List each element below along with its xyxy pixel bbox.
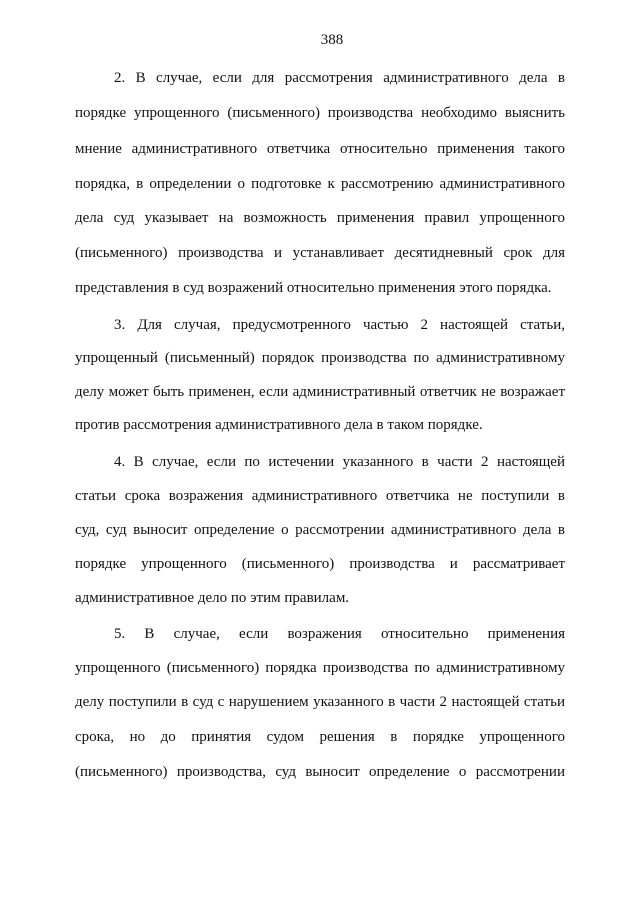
paragraph-line: административное дело по этим правилам. (75, 590, 350, 606)
paragraph-line: (письменного) производства и устанавливает десятидневный срок для (75, 245, 565, 261)
paragraph-line: статьи срока возражения административного ответчика не поступили в (75, 488, 565, 504)
paragraph-line: 5. В случае, если возражения относительно применения (114, 626, 565, 642)
paragraph-line: порядка, в определении о подготовке к рассмотрению административного (75, 176, 565, 192)
paragraph-line: 3. Для случая, предусмотренного частью 2 настоящей статьи, (114, 317, 565, 333)
paragraph-line: упрощенного (письменного) порядка производства по административному (75, 660, 565, 676)
paragraph-line: суд, суд выносит определение о рассмотрении административного дела в (75, 522, 565, 538)
paragraph-line: делу поступили в суд с нарушением указанного в части 2 настоящей статьи (75, 694, 565, 710)
paragraph-line: порядке упрощенного (письменного) производства и рассматривает (75, 556, 565, 572)
paragraph-line: (письменного) производства, суд выносит определение о рассмотрении (75, 764, 565, 780)
paragraph-line: 2. В случае, если для рассмотрения административного дела в (114, 70, 565, 86)
paragraph-line: дела суд указывает на возможность применения правил упрощенного (75, 210, 565, 226)
paragraph-line: срока, но до принятия судом решения в порядке упрощенного (75, 729, 565, 745)
paragraph-line: делу может быть применен, если административный ответчик не возражает (75, 384, 565, 400)
paragraph-line: 4. В случае, если по истечении указанного в части 2 настоящей (114, 454, 565, 470)
paragraph-line: против рассмотрения административного дела в таком порядке. (75, 417, 483, 433)
paragraph-line: мнение административного ответчика относительно применения такого (75, 141, 565, 157)
paragraph-line: порядке упрощенного (письменного) производства необходимо выяснить (75, 105, 565, 121)
paragraph-line: упрощенный (письменный) порядок производства по административному (75, 350, 565, 366)
page-number: 388 (320, 32, 344, 48)
paragraph-line: представления в суд возражений относительно применения этого порядка. (75, 280, 552, 296)
